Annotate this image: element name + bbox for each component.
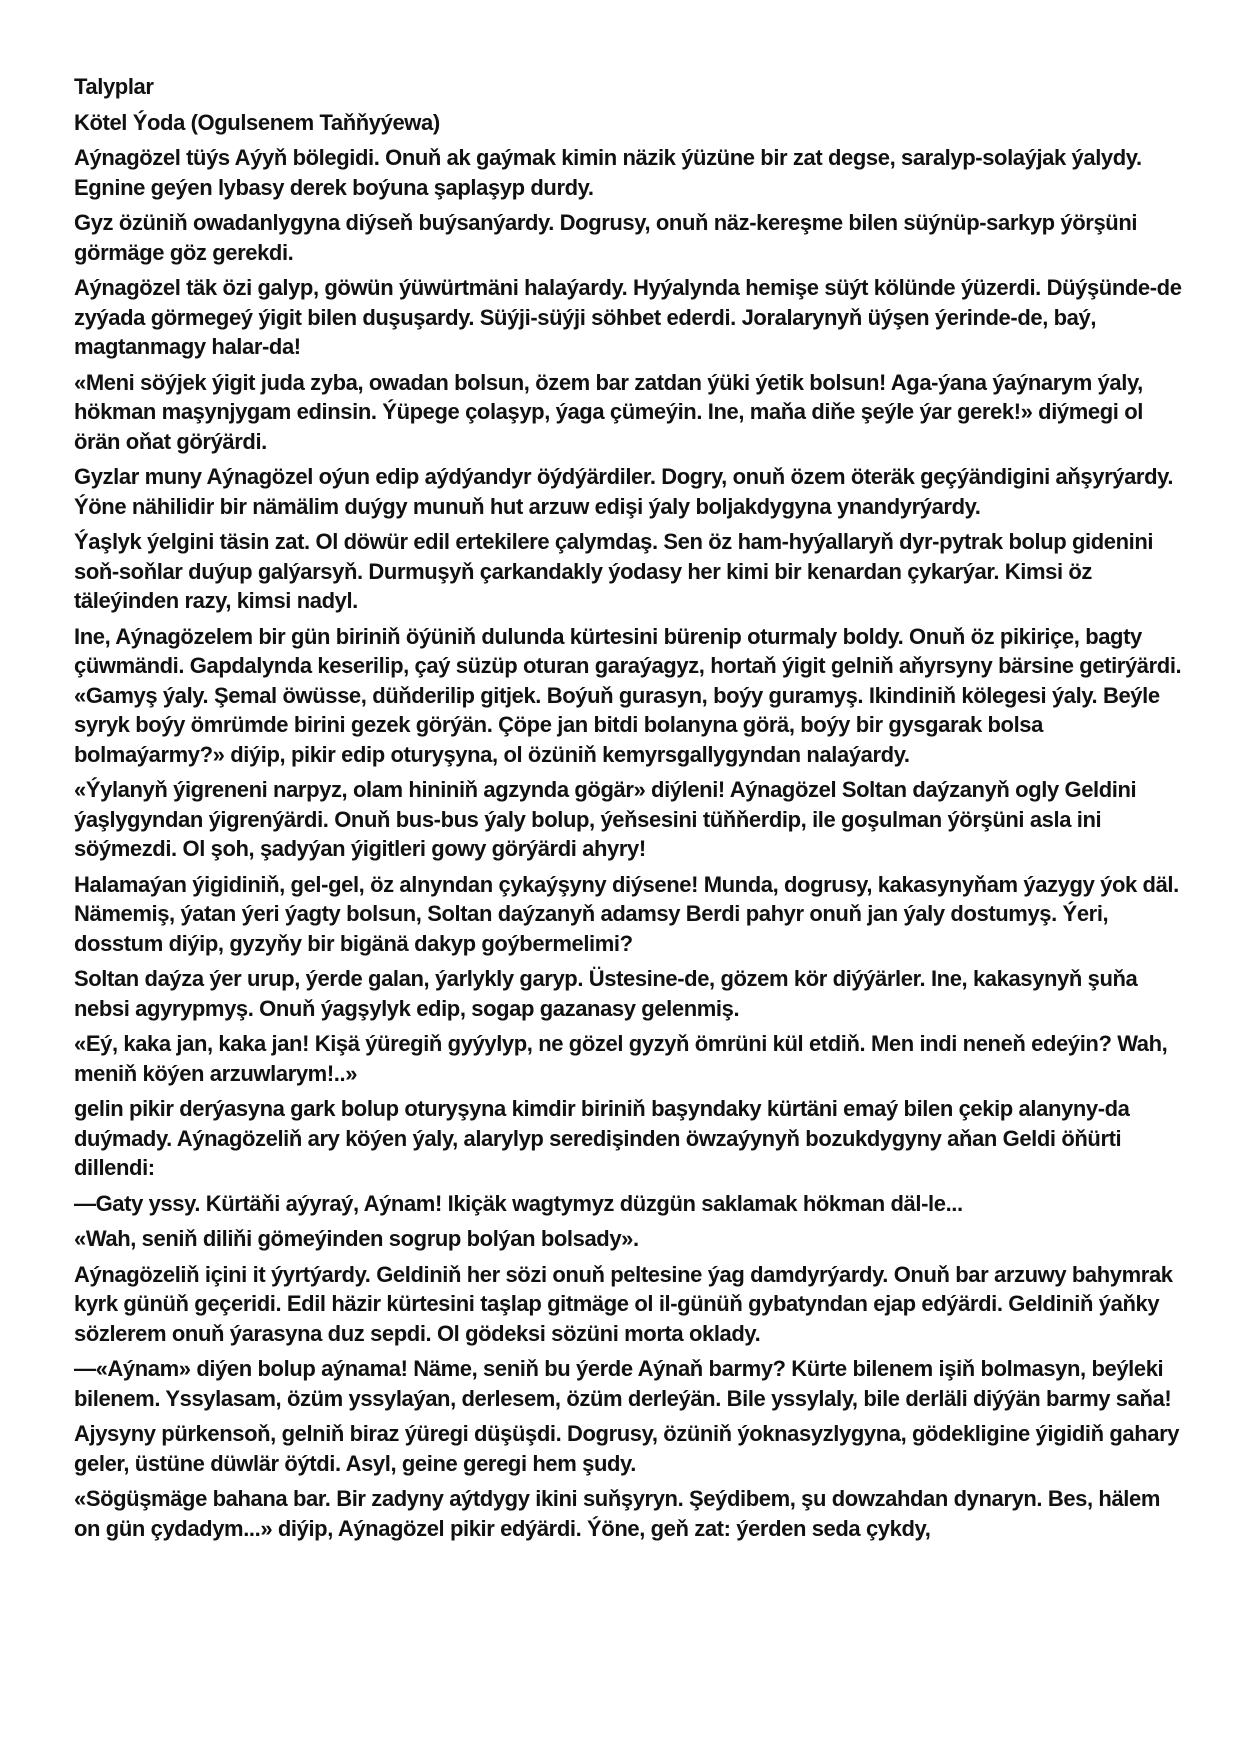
paragraph: gelin pikir derýasyna gark bolup oturyşyna kimdir biriniň başyndaky kürtäni emaý bilen çekip alanyny-da duýmady. Aýnagözeliň ary köýen ýaly, alarylyp seredişinden öwzaýynyň bozukdygyny aňan Geldi öňürti dillendi: bbox=[74, 1096, 1130, 1180]
document-page bbox=[74, 72, 1184, 1549]
paragraph: Ajysyny pürkensoň, gelniň biraz ýüregi düşüşdi. Dogrusy, özüniň ýoknasyzlygyna, gödekligine ýigidiň gahary geler, üstüne düwlär öýtdi. Asyl, geine geregi hem şudy. bbox=[74, 1421, 1180, 1476]
paragraph: Ine, Aýnagözelem bir gün biriniň öýüniň dulunda kürtesini bürenip oturmaly boldy. Onuň öz pikiriçe, bagty çüwmändi. Gapdalynda keserilip, çaý süzüp oturan garaýagyz, hortaň ýigit gelniň aňyrsyny bärsine getirýärdi. «Gamyş ýaly. Şemal öwüsse, düňderilip gitjek. Boýuň gurasyn, boýy guramyş. Ikindiniň kölegesi ýaly. Beýle syryk boýy ömrümde birini gezek görýän. Çöpe jan bitdi bolanyna görä, boýy bir gysgarak bolsa bolmaýarmy?» diýip, pikir edip oturyşyna, ol özüniň kemyrsgallygyndan nalaýardy. bbox=[74, 623, 1182, 767]
paragraph: —«Aýnam» diýen bolup aýnama! Näme, seniň bu ýerde Aýnaň barmy? Kürte bilenem işiň bolmasyn, beýleki bilenem. Yssylasam, özüm yssylaýan, derlesem, özüm derleýän. Bile yssylaly, bile derläli diýýän barmy saňa! bbox=[74, 1356, 1172, 1411]
paragraph: Soltan daýza ýer urup, ýerde galan, ýarlykly garyp. Üstesine-de, gözem kör diýýärler. Ine, kakasynyň şuňa nebsi agyrypmyş. Onuň ýagşylyk edip, sogap gazanasy gelenmiş. bbox=[74, 966, 1138, 1021]
paragraph: Aýnagözeliň içini it ýyrtýardy. Geldiniň her sözi onuň peltesine ýag damdyrýardy. Onuň bar arzuwy bahymrak kyrk günüň geçeridi. Edil häzir kürtesini taşlap gitmäge ol il-günüň gybatyndan ejap edýärdi. Geldiniň ýaňky sözlerem onuň ýarasyna duz sepdi. Ol gödeksi sözüni morta oklady. bbox=[74, 1261, 1173, 1346]
paragraph: «Eý, kaka jan, kaka jan! Kişä ýüregiň gyýylyp, ne gözel gyzyň ömrüni kül etdiň. Men indi neneň edeýin? Wah, meniň köýen arzuwlarym!..» bbox=[74, 1031, 1168, 1086]
paragraph: Gyzlar muny Aýnagözel oýun edip aýdýandyr öýdýärdiler. Dogry, onuň özem öteräk geçýändigini aňşyrýardy. Ýöne nähilidir bir nämälim duýgy munuň hut arzuw edişi ýaly boljakdygyna ynandyrýardy. bbox=[74, 464, 1174, 519]
paragraph: Ýaşlyk ýelgini täsin zat. Ol döwür edil ertekilere çalymdaş. Sen öz ham-hyýallaryň dyr-pytrak bolup gidenini soň-soňlar duýup galýarsyň. Durmuşyň çarkandakly ýodasy her kimi bir kenardan çykarýar. Kimsi öz täleýinden razy, kimsi nadyl. bbox=[74, 529, 1154, 613]
paragraph: Gyz özüniň owadanlygyna diýseň buýsanýardy. Dogrusy, onuň näz-kereşme bilen süýnüp-sarkyp ýörşüni görmäge göz gerekdi. bbox=[74, 210, 1138, 265]
paragraph: «Sögüşmäge bahana bar. Bir zadyny aýtdygy ikini suňşyryn. Şeýdibem, şu dowzahdan dynaryn. Bes, hälem on gün çydadym...» diýip, Aýnagözel pikir edýärdi. Ýöne, geň zat: ýerden seda çykdy, bbox=[74, 1486, 1161, 1541]
section-title: Talyplar bbox=[74, 74, 154, 99]
paragraph: Aýnagözel tüýs Aýyň bölegidi. Onuň ak gaýmak kimin näzik ýüzüne bir zat degse, saralyp-solaýjak ýalydy. Egnine geýen lybasy derek boýuna şaplaşyp durdy. bbox=[74, 145, 1142, 200]
paragraph: Aýnagözel täk özi galyp, göwün ýüwürtmäni halaýardy. Hyýalynda hemişe süýt kölünde ýüzerdi. Düýşünde-de zyýada görmegeý ýigit bilen duşuşardy. Süýji-süýji söhbet ederdi. Joralarynyň üýşen ýerinde-de, baý, magtanmagy halar-da! bbox=[74, 275, 1182, 359]
story-title: Kötel Ýoda (Ogulsenem Taňňyýewa) bbox=[74, 109, 440, 135]
paragraph: «Wah, seniň diliňi gömeýinden sogrup bolýan bolsady». bbox=[74, 1226, 639, 1251]
paragraph: «Ýylanyň ýigreneni narpyz, olam hininiň agzynda gögär» diýleni! Aýnagözel Soltan daýzanyň ogly Geldini ýaşlygyndan ýigrenýärdi. Onuň bus-bus ýaly bolup, ýeňsesini tüňňerdip, ile goşulman ýörşüni asla ini söýmezdi. Ol şoh, şadyýan ýigitleri gowy görýärdi ahyry! bbox=[74, 777, 1137, 861]
paragraph: «Meni söýjek ýigit juda zyba, owadan bolsun, özem bar zatdan ýüki ýetik bolsun! Aga-ýana ýaýnarym ýaly, hökman maşynjygam edinsin. Ýüpege çolaşyp, ýaga çümeýin. Ine, maňa diňe şeýle ýar gerek!» diýmegi ol örän oňat görýärdi. bbox=[74, 369, 1143, 454]
paragraph: —Gaty yssy. Kürtäňi aýyraý, Aýnam! Ikiçäk wagtymyz düzgün saklamak hökman däl-le... bbox=[74, 1190, 963, 1216]
paragraph: Halamaýan ýigidiniň, gel-gel, öz alnyndan çykaýşyny diýsene! Munda, dogrusy, kakasynyňam ýazygy ýok däl. Nämemiş, ýatan ýeri ýagty bolsun, Soltan daýzanyň adamsy Berdi pahyr onuň jan ýaly dostumyş. Ýeri, dosstum diýip, gyzyňy bir bigänä dakyp goýbermelimi? bbox=[74, 871, 1179, 956]
